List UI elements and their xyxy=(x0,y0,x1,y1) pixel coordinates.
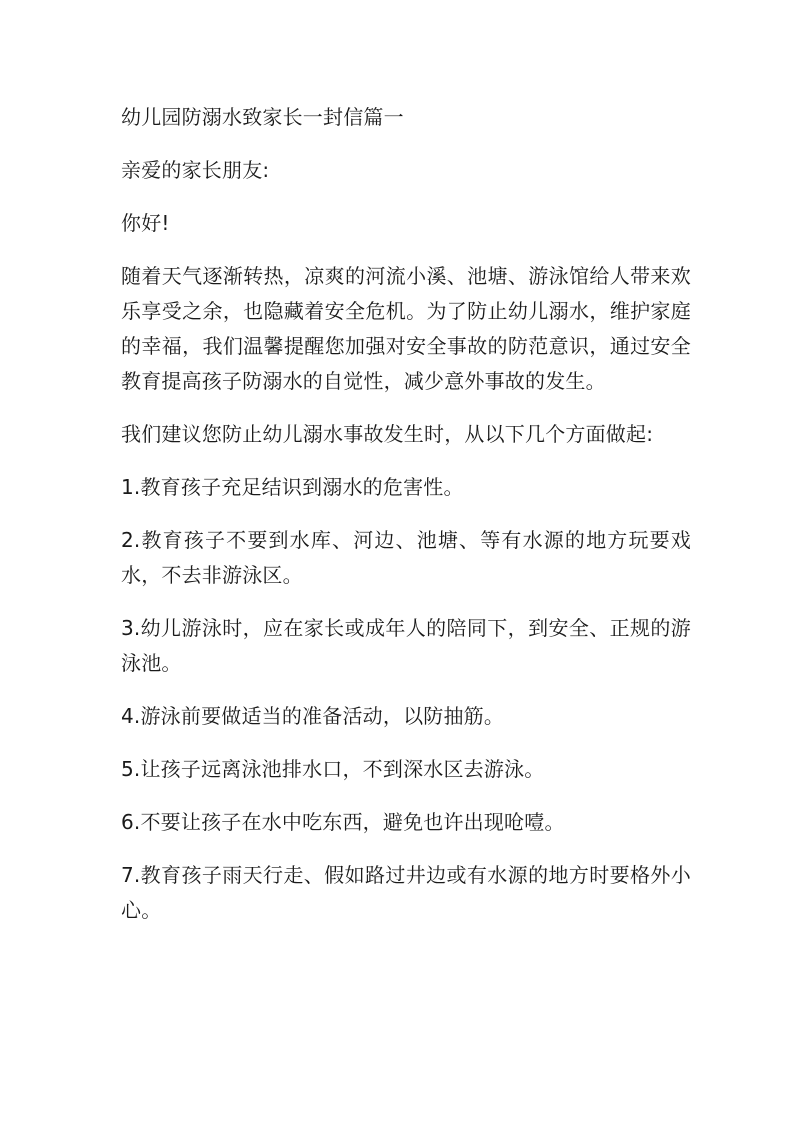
list-item-7: 7.教育孩子雨天行走、假如路过井边或有水源的地方时要格外小心。 xyxy=(121,863,691,922)
list-item-4: 4.游泳前要做适当的准备活动，以防抽筋。 xyxy=(121,704,505,728)
intro-paragraph: 随着天气逐渐转热，凉爽的河流小溪、池塘、游泳馆给人带来欢乐享受之余，也隐藏着安全危机。为了防止幼儿溺水，维护家庭的幸福，我们温馨提醒您加强对安全事故的防范意识，通过安全教育提高孩子防溺水的自觉性，减少意外事故的发生。 xyxy=(121,264,691,393)
document-title: 幼儿园防溺水致家长一封信篇一 xyxy=(121,105,404,129)
list-item-1: 1.教育孩子充足结识到溺水的危害性。 xyxy=(121,475,464,499)
lead-paragraph: 我们建议您防止幼儿溺水事故发生时，从以下几个方面做起: xyxy=(121,422,654,446)
greeting: 你好! xyxy=(121,211,170,235)
list-item-5: 5.让孩子远离泳池排水口，不到深水区去游泳。 xyxy=(121,757,545,781)
salutation: 亲爱的家长朋友: xyxy=(121,158,270,182)
list-item-3: 3.幼儿游泳时，应在家长或成年人的陪同下，到安全、正规的游泳池。 xyxy=(121,616,691,675)
document-body xyxy=(121,100,691,946)
list-item-2: 2.教育孩子不要到水库、河边、池塘、等有水源的地方玩要戏水，不去非游泳区。 xyxy=(121,528,691,587)
list-item-6: 6.不要让孩子在水中吃东西，避免也许出现呛噎。 xyxy=(121,810,565,834)
